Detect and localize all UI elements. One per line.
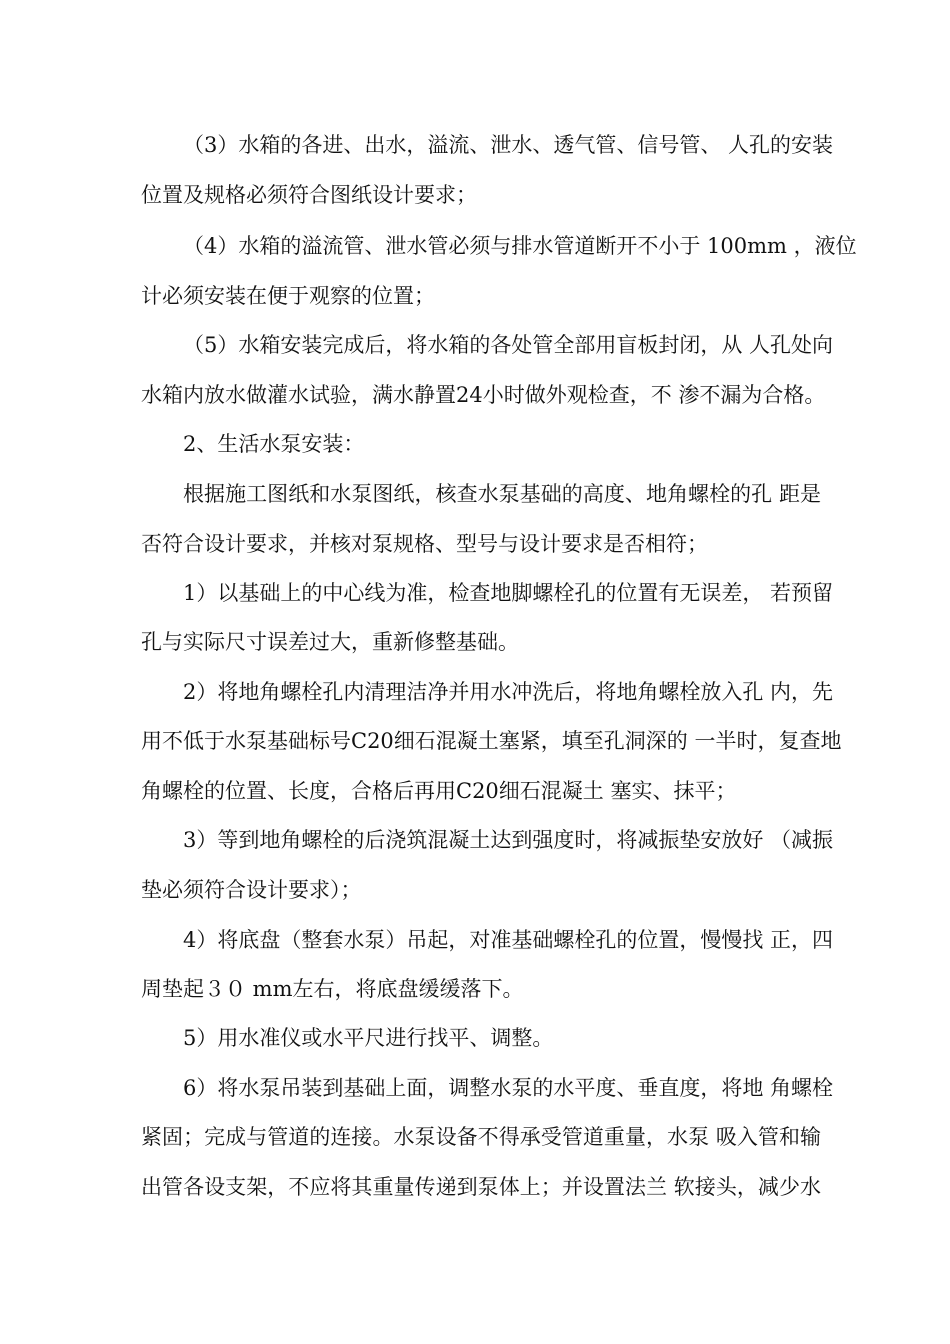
step-1-line-2: 孔与实际尺寸误差过大，重新修整基础。 bbox=[141, 630, 519, 654]
step-6-line-1: 6）将水泵吊装到基础上面，调整水泵的水平度、垂直度，将地 角螺栓 bbox=[183, 1076, 834, 1100]
paragraph-3-line-2: 位置及规格必须符合图纸设计要求； bbox=[141, 183, 477, 207]
step-6-line-2: 紧固；完成与管道的连接。水泵设备不得承受管道重量，水泵 吸入管和输 bbox=[141, 1125, 821, 1149]
paragraph-3-line-1: （3）水箱的各进、出水，溢流、泄水、透气管、信号管、 人孔的安装 bbox=[183, 133, 834, 157]
step-2-line-3: 角螺栓的位置、长度，合格后再用C20细石混凝土 塞实、抹平； bbox=[141, 779, 737, 803]
paragraph-4-line-1: （4）水箱的溢流管、泄水管必须与排水管道断开不小于 100mm ，液位 bbox=[183, 234, 857, 258]
step-4-line-2: 周垫起３０ mm左右，将底盘缓缓落下。 bbox=[141, 977, 524, 1001]
paragraph-intro-line-1: 根据施工图纸和水泵图纸，核查水泵基础的高度、地角螺栓的孔 距是 bbox=[183, 482, 821, 506]
step-1-line-1: 1）以基础上的中心线为准，检查地脚螺栓孔的位置有无误差， 若预留 bbox=[183, 581, 834, 605]
step-5-line-1: 5）用水准仪或水平尺进行找平、调整。 bbox=[183, 1026, 554, 1050]
step-6-line-3: 出管各设支架，不应将其重量传递到泵体上；并设置法兰 软接头，减少水 bbox=[141, 1175, 821, 1199]
paragraph-4-line-2: 计必须安装在便于观察的位置； bbox=[141, 284, 435, 308]
step-3-line-2: 垫必须符合设计要求）； bbox=[141, 878, 362, 902]
paragraph-5-line-1: （5）水箱安装完成后，将水箱的各处管全部用盲板封闭，从 人孔处向 bbox=[183, 333, 834, 357]
section-heading-pump-install: 2、生活水泵安装： bbox=[183, 432, 365, 456]
step-2-line-2: 用不低于水泵基础标号C20细石混凝土塞紧，填至孔洞深的 一半时，复查地 bbox=[141, 729, 842, 753]
step-3-line-1: 3）等到地角螺栓的后浇筑混凝土达到强度时，将减振垫安放好 （减振 bbox=[183, 828, 834, 852]
paragraph-5-line-2: 水箱内放水做灌水试验，满水静置24小时做外观检查，不 渗不漏为合格。 bbox=[141, 383, 826, 407]
step-2-line-1: 2）将地角螺栓孔内清理洁净并用水冲洗后，将地角螺栓放入孔 内，先 bbox=[183, 680, 834, 704]
step-4-line-1: 4）将底盘（整套水泵）吊起，对准基础螺栓孔的位置，慢慢找 正，四 bbox=[183, 928, 834, 952]
paragraph-intro-line-2: 否符合设计要求，并核对泵规格、型号与设计要求是否相符； bbox=[141, 532, 708, 556]
